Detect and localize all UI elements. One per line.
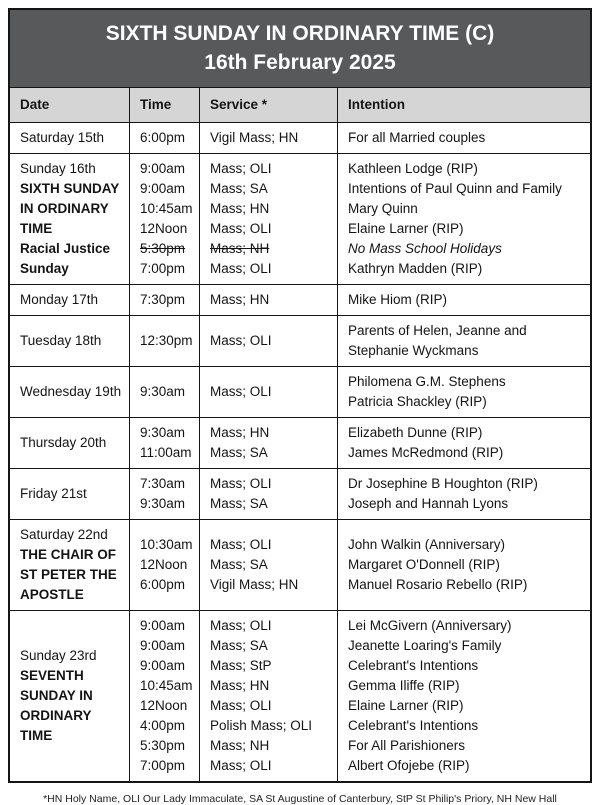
time-value: 5:30pm	[140, 738, 186, 753]
intention-text: Mary Quinn	[348, 201, 418, 216]
service-value: Mass; SA	[210, 557, 268, 572]
service-cell	[199, 611, 337, 781]
service-value: Mass; OLI	[210, 261, 272, 276]
intention-cell	[337, 316, 590, 366]
date-line: SIXTH SUNDAY	[20, 181, 120, 196]
service-cell	[199, 418, 337, 468]
title-band	[10, 10, 590, 87]
date-line: Wednesday 19th	[20, 384, 122, 399]
intention-text: Intentions of Paul Quinn and Family	[348, 181, 562, 196]
intention-text: Kathryn Madden (RIP)	[348, 261, 483, 276]
table-row	[10, 153, 590, 284]
service-cell	[199, 285, 337, 315]
date-cell	[10, 611, 129, 781]
time-value: 7:30pm	[140, 292, 186, 307]
table-row	[10, 468, 590, 519]
time-cell	[129, 367, 199, 417]
time-value: 7:00pm	[140, 758, 186, 773]
date-cell	[10, 418, 129, 468]
time-value: 9:00am	[140, 658, 186, 673]
intention-text: Mike Hiom (RIP)	[348, 292, 448, 307]
service-value: Mass; NH	[210, 738, 270, 753]
date-line: Sunday 16th	[20, 161, 96, 176]
service-value: Mass; OLI	[210, 537, 272, 552]
service-cell	[199, 123, 337, 153]
intention-text: Celebrant's Intentions	[348, 658, 479, 673]
intention-text: Joseph and Hannah Lyons	[348, 496, 509, 511]
intention-cell	[337, 469, 590, 519]
date-line: Thursday 20th	[20, 435, 107, 450]
mass-schedule-document	[8, 8, 592, 783]
date-line: Tuesday 18th	[20, 333, 102, 348]
date-line: ORDINARY	[20, 708, 92, 723]
date-cell	[10, 520, 129, 610]
time-value: 6:00pm	[140, 577, 186, 592]
date-cell	[10, 154, 129, 284]
service-value: Mass; SA	[210, 181, 268, 196]
table-body	[10, 122, 590, 781]
intention-text: Parents of Helen, Jeanne and	[348, 323, 527, 338]
intention-text: Elaine Larner (RIP)	[348, 221, 464, 236]
column-header: Date	[20, 97, 50, 112]
service-cell	[199, 367, 337, 417]
intention-cell	[337, 154, 590, 284]
page-title: SIXTH SUNDAY IN ORDINARY TIME (C)	[105, 22, 495, 45]
time-value: 7:30am	[140, 476, 186, 491]
intention-cell	[337, 611, 590, 781]
table-row	[10, 610, 590, 781]
intention-text: Gemma Iliffe (RIP)	[348, 678, 460, 693]
table-row	[10, 315, 590, 366]
intention-cell	[337, 418, 590, 468]
service-value: Mass; OLI	[210, 161, 272, 176]
column-header: Service *	[199, 88, 337, 122]
time-value: 12Noon	[140, 698, 188, 713]
time-value: 9:30am	[140, 496, 186, 511]
time-cell	[129, 469, 199, 519]
time-cell	[129, 285, 199, 315]
intention-text: No Mass School Holidays	[348, 241, 502, 256]
time-value: 9:30am	[140, 425, 186, 440]
service-value: Mass; SA	[210, 638, 268, 653]
time-value: 12Noon	[140, 557, 188, 572]
date-line: SEVENTH	[20, 668, 84, 683]
service-value: Mass; HN	[210, 201, 270, 216]
time-cell	[129, 418, 199, 468]
time-value: 11:00am	[140, 445, 192, 460]
intention-text: Lei McGivern (Anniversary)	[348, 618, 512, 633]
service-value: Mass; OLI	[210, 333, 272, 348]
intention-cell	[337, 285, 590, 315]
time-cell	[129, 611, 199, 781]
service-value: Mass; OLI	[210, 384, 272, 399]
intention-text: James McRedmond (RIP)	[348, 445, 504, 460]
time-value: 6:00pm	[140, 130, 186, 145]
time-cell	[129, 316, 199, 366]
date-line: Sunday 23rd	[20, 648, 97, 663]
intention-text: Elaine Larner (RIP)	[348, 698, 464, 713]
time-value: 9:00am	[140, 618, 186, 633]
service-cell	[199, 469, 337, 519]
table-row	[10, 366, 590, 417]
time-value: 9:00am	[140, 161, 186, 176]
service-cell	[199, 316, 337, 366]
date-line: Sunday	[20, 261, 69, 276]
column-header-row	[10, 87, 590, 122]
service-value: Mass; HN	[210, 678, 270, 693]
service-value: Mass; HN	[210, 425, 270, 440]
date-cell	[10, 469, 129, 519]
intention-text: Philomena G.M. Stephens	[348, 374, 506, 389]
time-cell	[129, 123, 199, 153]
service-value: Mass; OLI	[210, 758, 272, 773]
intention-text: Celebrant's Intentions	[348, 718, 479, 733]
intention-text: Albert Ofojebe (RIP)	[348, 758, 470, 773]
service-value: Mass; SA	[210, 445, 268, 460]
table-row	[10, 519, 590, 610]
service-value: Mass; OLI	[210, 618, 272, 633]
time-value: 5:30pm	[140, 241, 186, 256]
intention-text: Jeanette Loaring's Family	[348, 638, 502, 653]
service-value: Mass; SA	[210, 496, 268, 511]
time-value: 12Noon	[140, 221, 188, 236]
service-value: Mass; OLI	[210, 221, 272, 236]
intention-text: For All Parishioners	[348, 738, 466, 753]
time-value: 9:00am	[140, 181, 186, 196]
table-row	[10, 284, 590, 315]
service-value: Polish Mass; OLI	[210, 718, 313, 733]
service-value: Mass; OLI	[210, 476, 272, 491]
intention-cell	[337, 123, 590, 153]
intention-cell	[337, 367, 590, 417]
intention-text: Stephanie Wyckmans	[348, 343, 479, 358]
intention-text: Dr Josephine B Houghton (RIP)	[348, 476, 538, 491]
intention-text: Patricia Shackley (RIP)	[348, 394, 487, 409]
intention-text: Manuel Rosario Rebello (RIP)	[348, 577, 528, 592]
date-line: TIME	[20, 728, 53, 743]
time-value: 10:45am	[140, 201, 193, 216]
date-cell	[10, 285, 129, 315]
service-value: Mass; StP	[210, 658, 272, 673]
intention-text: Elizabeth Dunne (RIP)	[348, 425, 483, 440]
date-cell	[10, 123, 129, 153]
service-value: Vigil Mass; HN	[210, 577, 299, 592]
service-cell	[199, 520, 337, 610]
footnote: *HN Holy Name, OLI Our Lady Immaculate, SA St Augustine of Canterbury, StP St Philip's Priory, NH New Hall	[43, 793, 557, 805]
service-value: Vigil Mass; HN	[210, 130, 299, 145]
date-line: Racial Justice	[20, 241, 111, 256]
date-line: Monday 17th	[20, 292, 99, 307]
time-value: 7:00pm	[140, 261, 186, 276]
time-cell	[129, 154, 199, 284]
date-line: Saturday 22nd	[20, 527, 108, 542]
date-line: TIME	[20, 221, 53, 236]
service-value: Mass; OLI	[210, 698, 272, 713]
date-line: IN ORDINARY	[20, 201, 109, 216]
date-line: ST PETER THE	[20, 567, 117, 582]
service-value: Mass; NH	[210, 241, 270, 256]
intention-text: Kathleen Lodge (RIP)	[348, 161, 478, 176]
time-value: 10:45am	[140, 678, 193, 693]
column-header: Intention	[337, 88, 590, 122]
date-line: APOSTLE	[20, 587, 84, 602]
time-value: 10:30am	[140, 537, 193, 552]
date-cell	[10, 367, 129, 417]
date-line: THE CHAIR OF	[20, 547, 116, 562]
time-value: 12:30pm	[140, 333, 193, 348]
table-row	[10, 417, 590, 468]
intention-text: For all Married couples	[348, 130, 486, 145]
time-value: 9:30am	[140, 384, 186, 399]
intention-text: Margaret O'Donnell (RIP)	[348, 557, 500, 572]
date-line: Saturday 15th	[20, 130, 105, 145]
page-subtitle: 16th February 2025	[204, 51, 396, 74]
service-cell	[199, 154, 337, 284]
date-line: SUNDAY IN	[20, 688, 93, 703]
time-value: 4:00pm	[140, 718, 186, 733]
date-line: Friday 21st	[20, 486, 87, 501]
intention-text: John Walkin (Anniversary)	[348, 537, 506, 552]
service-value: Mass; HN	[210, 292, 270, 307]
time-cell	[129, 520, 199, 610]
column-header: Time	[129, 88, 199, 122]
date-cell	[10, 316, 129, 366]
time-value: 9:00am	[140, 638, 186, 653]
intention-cell	[337, 520, 590, 610]
table-row	[10, 122, 590, 153]
